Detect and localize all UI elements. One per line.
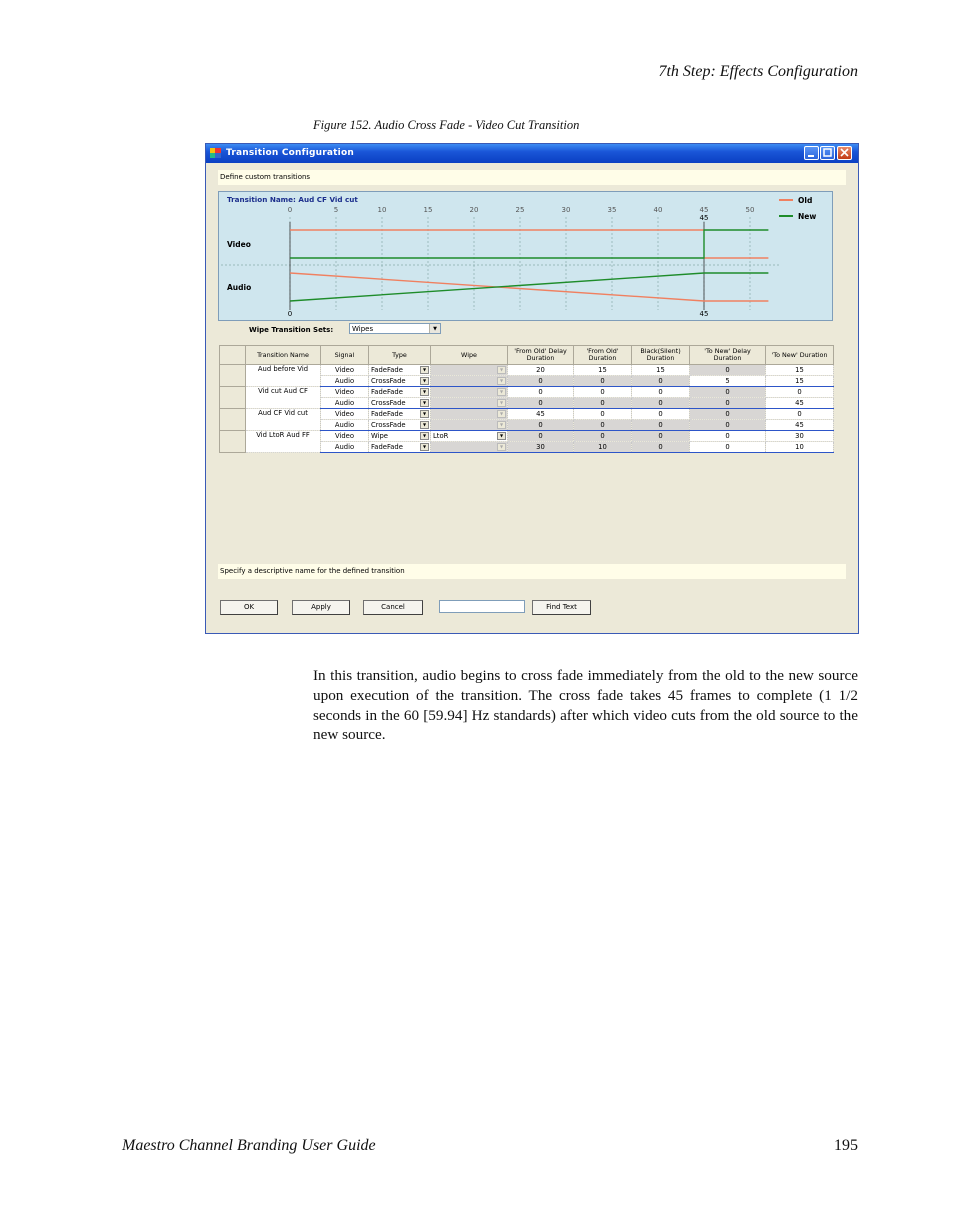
duration-cell[interactable]: 30 [508,442,574,453]
wipe-cell [431,409,508,420]
x-tick-label: 40 [653,206,663,214]
transition-name-cell[interactable]: Aud before Vid [246,365,321,387]
transition-name-cell[interactable]: Vid cut Aud CF [246,387,321,409]
find-text-button[interactable]: Find Text [532,600,591,615]
maximize-icon [822,148,833,158]
chevron-down-icon: ▼ [497,443,506,451]
duration-cell[interactable]: 0 [690,409,766,420]
series-line-new-video [290,230,768,258]
duration-cell[interactable]: 0 [690,431,766,442]
wipe-cell [431,442,508,453]
type-select[interactable] [369,376,430,386]
wipe-cell [431,398,508,409]
duration-cell[interactable]: 0 [574,398,632,409]
x-tick-label: 35 [607,206,617,214]
type-value: FadeFade [371,410,403,418]
duration-cell[interactable]: 0 [690,420,766,431]
duration-cell[interactable]: 0 [574,376,632,387]
type-cell[interactable] [369,431,431,442]
duration-cell[interactable]: 0 [632,420,690,431]
app-icon [210,148,221,158]
type-value: CrossFade [371,399,406,407]
transition-marker-label-top: 45 [699,214,709,222]
chart-title: Transition Name: Aud CF Vid cut [227,195,358,204]
close-button[interactable] [837,146,852,160]
duration-cell[interactable]: 10 [574,442,632,453]
chevron-down-icon[interactable]: ▼ [420,399,429,407]
row-header[interactable] [220,365,246,387]
duration-cell[interactable]: 45 [508,409,574,420]
wipe-cell [431,387,508,398]
duration-cell[interactable]: 15 [632,365,690,376]
maximize-button[interactable] [820,146,835,160]
duration-cell[interactable]: 15 [574,365,632,376]
column-header[interactable]: 'To New' Duration [766,346,834,365]
chevron-down-icon[interactable]: ▼ [420,443,429,451]
hint-text: Specify a descriptive name for the defined transition [220,567,405,575]
wipe-select [431,398,507,408]
minimize-button[interactable] [804,146,819,160]
duration-cell[interactable]: 5 [690,376,766,387]
duration-cell[interactable]: 0 [508,431,574,442]
x-tick-label: 5 [333,206,339,214]
type-value: FadeFade [371,366,403,374]
wipe-select [431,409,507,419]
wipe-sets-select[interactable] [349,323,441,334]
cancel-button[interactable]: Cancel [363,600,423,615]
duration-cell[interactable]: 0 [508,420,574,431]
signal-cell: Video [321,387,369,398]
x-tick-label: 30 [561,206,571,214]
page-number: 195 [834,1137,858,1154]
duration-cell[interactable]: 0 [574,387,632,398]
chevron-down-icon: ▼ [497,366,506,374]
duration-cell[interactable]: 0 [632,409,690,420]
row-header[interactable] [220,409,246,431]
chevron-down-icon[interactable]: ▼ [420,421,429,429]
duration-cell[interactable]: 20 [508,365,574,376]
signal-cell: Audio [321,398,369,409]
type-cell[interactable] [369,409,431,420]
duration-cell[interactable]: 0 [632,431,690,442]
start-marker-label: 0 [287,310,293,318]
type-cell[interactable] [369,398,431,409]
figure-caption: Figure 152. Audio Cross Fade - Video Cut Transition [313,118,580,132]
wipe-cell[interactable] [431,431,508,442]
column-header[interactable]: Signal [321,346,369,365]
find-text-input[interactable] [439,600,525,613]
transitions-table [219,345,833,453]
duration-cell[interactable]: 10 [766,442,834,453]
x-tick-label: 20 [469,206,479,214]
wipe-select [431,420,507,430]
title-bar[interactable] [206,144,858,163]
type-cell[interactable] [369,376,431,387]
chevron-down-icon: ▼ [497,399,506,407]
wipe-cell [431,365,508,376]
transition-name-cell[interactable]: Aud CF Vid cut [246,409,321,431]
duration-cell[interactable]: 0 [690,387,766,398]
x-tick-label: 10 [377,206,387,214]
hint-band [218,564,846,579]
column-header[interactable]: 'From Old' Delay Duration [508,346,574,365]
define-label: Define custom transitions [220,173,311,181]
column-header[interactable]: Type [369,346,431,365]
transition-chart-svg [219,192,832,320]
type-cell[interactable] [369,365,431,376]
duration-cell[interactable]: 0 [766,409,834,420]
chevron-down-icon[interactable]: ▼ [420,366,429,374]
signal-cell: Audio [321,420,369,431]
column-header[interactable]: 'To New' Delay Duration [690,346,766,365]
type-value: FadeFade [371,443,403,451]
wipe-select [431,442,507,452]
transition-chart [218,191,833,321]
type-cell[interactable] [369,387,431,398]
chevron-down-icon[interactable]: ▼ [497,432,506,440]
table-row[interactable] [220,365,834,376]
row-label: Audio [227,283,252,292]
signal-cell: Audio [321,442,369,453]
chevron-down-icon[interactable]: ▼ [420,410,429,418]
chevron-down-icon: ▼ [429,324,440,333]
duration-cell[interactable]: 0 [690,398,766,409]
dialog-title: Transition Configuration [226,148,354,158]
duration-cell[interactable]: 0 [690,365,766,376]
apply-button[interactable]: Apply [292,600,350,615]
signal-cell: Video [321,365,369,376]
footer-title: Maestro Channel Branding User Guide [122,1137,376,1154]
type-value: FadeFade [371,388,403,396]
minimize-icon [806,148,817,158]
page-header: 7th Step: Effects Configuration [658,63,858,80]
type-select[interactable] [369,409,430,419]
x-tick-label: 50 [745,206,755,214]
wipe-select[interactable] [431,431,507,441]
column-header[interactable]: Black(Silent) Duration [632,346,690,365]
type-select[interactable] [369,387,430,397]
chevron-down-icon[interactable]: ▼ [420,388,429,396]
close-icon [839,148,850,158]
wipe-sets-value: Wipes [352,325,374,333]
column-header[interactable]: Transition Name [246,346,321,365]
type-select[interactable] [369,442,430,452]
chevron-down-icon: ▼ [497,377,506,385]
legend-label: New [798,212,817,221]
chevron-down-icon: ▼ [497,410,506,418]
chevron-down-icon[interactable]: ▼ [420,432,429,440]
duration-cell[interactable]: 0 [766,387,834,398]
column-header[interactable]: 'From Old' Duration [574,346,632,365]
type-cell[interactable] [369,442,431,453]
wipe-cell [431,420,508,431]
duration-cell[interactable]: 0 [574,409,632,420]
transition-configuration-dialog [205,143,859,634]
signal-cell: Video [321,409,369,420]
duration-cell[interactable]: 0 [632,376,690,387]
duration-cell[interactable]: 15 [766,376,834,387]
x-tick-label: 45 [699,206,709,214]
row-header-corner [220,346,246,365]
duration-cell[interactable]: 0 [574,420,632,431]
duration-cell[interactable]: 0 [508,398,574,409]
wipe-select [431,365,507,375]
define-band [218,170,846,185]
column-header[interactable]: Wipe [431,346,508,365]
table-row[interactable] [220,431,834,442]
chevron-down-icon[interactable]: ▼ [420,377,429,385]
signal-cell: Audio [321,376,369,387]
wipe-select [431,376,507,386]
ok-button[interactable]: OK [220,600,278,615]
body-paragraph: In this transition, audio begins to cross fade immediately from the old to the new source upon execution of the transition. The cross fade takes 45 frames to complete (1 1/2 seconds in the 60 [59.94] Hz standards) after which video cuts from the old source to the new source. [313,667,858,744]
signal-cell: Video [321,431,369,442]
duration-cell[interactable]: 0 [632,387,690,398]
chevron-down-icon: ▼ [497,421,506,429]
table-row[interactable] [220,387,834,398]
duration-cell[interactable]: 0 [508,387,574,398]
type-value: CrossFade [371,421,406,429]
chevron-down-icon: ▼ [497,388,506,396]
x-tick-label: 0 [287,206,293,214]
wipe-value: LtoR [433,432,449,440]
duration-cell[interactable]: 0 [632,442,690,453]
duration-cell[interactable]: 0 [508,376,574,387]
type-value: Wipe [371,432,388,440]
x-tick-label: 25 [515,206,525,214]
duration-cell[interactable]: 45 [766,420,834,431]
table-header-row [220,346,834,365]
row-header[interactable] [220,431,246,453]
duration-cell[interactable]: 0 [574,431,632,442]
duration-cell[interactable]: 0 [632,398,690,409]
transition-name-cell[interactable]: Vid LtoR Aud FF [246,431,321,453]
wipe-select [431,387,507,397]
duration-cell[interactable]: 45 [766,398,834,409]
duration-cell[interactable]: 30 [766,431,834,442]
transition-marker-label-bottom: 45 [699,310,709,318]
table-row[interactable] [220,409,834,420]
type-select[interactable] [369,365,430,375]
x-tick-label: 15 [423,206,433,214]
legend-label: Old [798,196,813,205]
duration-cell[interactable]: 0 [690,442,766,453]
wipe-cell [431,376,508,387]
type-select[interactable] [369,420,430,430]
type-select[interactable] [369,431,430,441]
row-header[interactable] [220,387,246,409]
page-footer [122,1137,858,1155]
duration-cell[interactable]: 15 [766,365,834,376]
type-select[interactable] [369,398,430,408]
type-cell[interactable] [369,420,431,431]
wipe-sets-label: Wipe Transition Sets: [249,326,334,334]
row-label: Video [227,240,251,249]
type-value: CrossFade [371,377,406,385]
